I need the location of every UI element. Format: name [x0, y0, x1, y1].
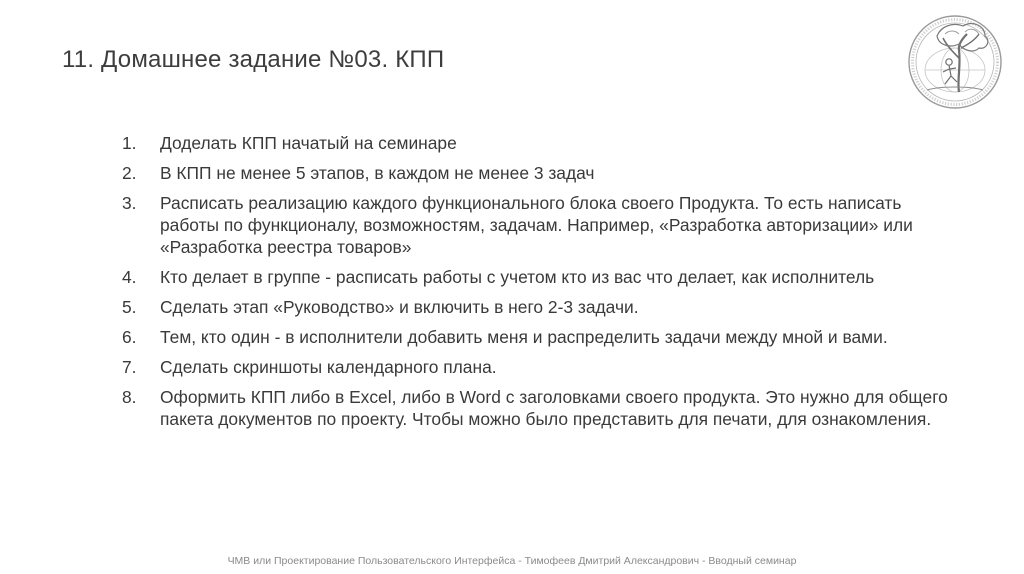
list-item	[122, 132, 952, 154]
homework-list	[122, 132, 952, 438]
list-item-text: Оформить КПП либо в Excel, либо в Word с заголовками своего продукта. Это нужно для общего пакета документов по проекту. Чтобы можно было представить для печати, для ознакомления.	[160, 387, 948, 429]
slide-title: 11. Домашнее задание №03. КПП	[62, 46, 445, 73]
list-item	[122, 266, 952, 288]
list-item-number: 8.	[122, 387, 137, 407]
list-item-number: 1.	[122, 133, 137, 153]
list-item-text: Тем, кто один - в исполнители добавить меня и распределить задачи между мной и вами.	[160, 327, 888, 347]
list-item-number: 5.	[122, 297, 137, 317]
list-item-text: Расписать реализацию каждого функционального блока своего Продукта. То есть написать работы по функционалу, возможностям, задачам. Например, «Разработка авторизации» или «Разработка реестра товаров»	[160, 193, 913, 257]
list-item	[122, 192, 952, 258]
list-item-text: В КПП не менее 5 этапов, в каждом не менее 3 задач	[160, 163, 595, 183]
list-item-text: Сделать скриншоты календарного плана.	[160, 357, 497, 377]
list-item-number: 3.	[122, 193, 137, 213]
tree-globe-logo-icon	[893, 10, 1021, 118]
list-item	[122, 296, 952, 318]
list-item-number: 7.	[122, 357, 137, 377]
list-item-number: 4.	[122, 267, 137, 287]
list-item-text: Сделать этап «Руководство» и включить в него 2-3 задачи.	[160, 297, 639, 317]
list-item	[122, 386, 952, 430]
list-item	[122, 326, 952, 348]
list-item	[122, 356, 952, 378]
slide-footer: ЧМВ или Проектирование Пользовательского Интерфейса - Тимофеев Дмитрий Александрович - Вводный семинар	[227, 555, 797, 567]
list-item-number: 2.	[122, 163, 137, 183]
list-item-text: Доделать КПП начатый на семинаре	[160, 133, 457, 153]
list-item-text: Кто делает в группе - расписать работы с учетом кто из вас что делает, как исполнитель	[160, 267, 875, 287]
list-item-number: 6.	[122, 327, 137, 347]
list-item	[122, 162, 952, 184]
